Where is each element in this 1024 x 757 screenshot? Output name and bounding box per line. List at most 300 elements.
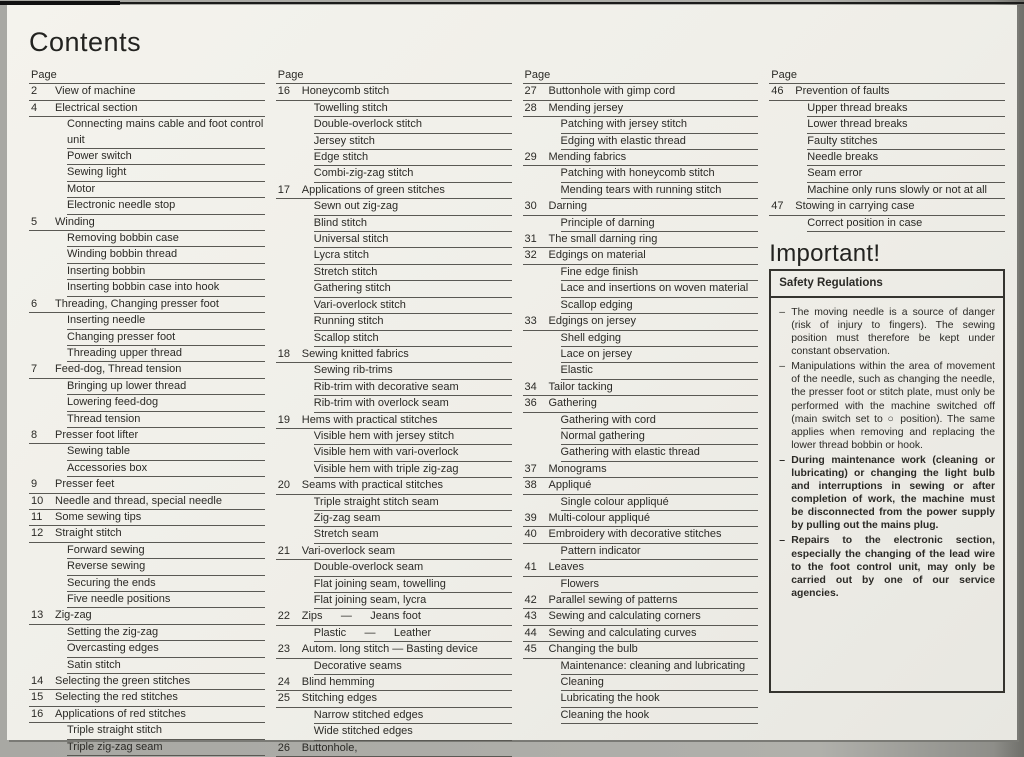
toc-entry-label: Monograms <box>548 462 607 475</box>
toc-entry-label: Buttonhole, <box>301 741 358 754</box>
toc-entry <box>276 265 512 281</box>
toc-entry-page-number: 31 <box>524 233 537 246</box>
toc-entry <box>523 281 759 297</box>
toc-entry-label: Electronic needle stop <box>67 198 265 214</box>
toc-entry-label: Stitching edges <box>301 692 377 705</box>
toc-entry <box>523 429 759 445</box>
toc-entry <box>523 708 759 724</box>
toc-entry-page-number <box>29 543 55 559</box>
toc-entry-label: Visible hem with jersey stitch <box>314 429 512 445</box>
toc-entry <box>523 101 759 117</box>
toc-entry-page-number: 12 <box>31 527 44 540</box>
toc-entry <box>276 413 512 429</box>
toc-entry-label: Narrow stitched edges <box>314 708 512 724</box>
toc-entry-label: Lace and insertions on woven material <box>561 281 759 297</box>
toc-entry-page-number <box>769 183 795 199</box>
toc-entry-page-number <box>29 247 55 263</box>
toc-entry-page-number <box>276 281 302 297</box>
toc-entry-page-number: 30 <box>524 200 537 213</box>
toc-column-1 <box>29 68 265 757</box>
toc-entry <box>523 544 759 560</box>
toc-entry <box>769 101 1005 117</box>
toc-entry-page-number <box>769 134 795 150</box>
toc-entry-label: Removing bobbin case <box>67 231 265 247</box>
toc-entry-page-number <box>29 461 55 477</box>
toc-entry <box>276 560 512 576</box>
toc-entry-page-number <box>769 117 795 133</box>
toc-entry-label: Edge stitch <box>314 150 512 166</box>
toc-entry-label: Accessories box <box>67 461 265 477</box>
toc-entry <box>276 593 512 609</box>
toc-entry-label: Gathering <box>548 397 597 410</box>
toc-entry-page-number <box>276 527 302 543</box>
toc-entry <box>29 625 265 641</box>
toc-entry-label: Triple zig-zag seam <box>67 740 265 756</box>
toc-entry <box>523 527 759 543</box>
toc-entry-page-number: 16 <box>31 707 44 720</box>
toc-entry-page-number <box>523 675 549 691</box>
toc-entry-page-number: 26 <box>277 741 290 754</box>
toc-entry-label: Scallop edging <box>561 298 759 314</box>
toc-entry <box>276 527 512 543</box>
toc-entry-label: Cleaning <box>561 675 759 691</box>
toc-entry <box>29 428 265 444</box>
toc-entry-page-number <box>523 577 549 593</box>
toc-entry-label: Presser foot lifter <box>55 428 139 441</box>
toc-entry-label: Blind stitch <box>314 216 512 232</box>
toc-column-3 <box>523 68 759 757</box>
toc-entry-label: Changing presser foot <box>67 330 265 346</box>
toc-entry-page-number: 15 <box>31 691 44 704</box>
toc-entry-label: Some sewing tips <box>55 510 142 523</box>
toc-entry-page-number <box>276 593 302 609</box>
toc-entry-label: Gathering with elastic thread <box>561 445 759 461</box>
safety-bullet-text: The moving needle is a source of danger (risk of injury to fingers). The sewing position must therefore be kept under constant observation. <box>791 306 995 358</box>
toc-entry <box>769 117 1005 133</box>
toc-entry-page-number <box>276 560 302 576</box>
toc-entry-page-number <box>29 723 55 739</box>
toc-entry-label: Mending jersey <box>548 101 624 114</box>
toc-entry-page-number <box>276 117 302 133</box>
toc-entry-label: Honeycomb stitch <box>301 85 390 98</box>
toc-entry <box>769 134 1005 150</box>
toc-entry-page-number <box>276 298 302 314</box>
toc-entry <box>276 511 512 527</box>
toc-entry-label: Five needle positions <box>67 592 265 608</box>
toc-entry-page-number <box>29 576 55 592</box>
toc-entry <box>523 626 759 642</box>
toc-entry-page-number <box>769 166 795 182</box>
toc-entry <box>523 478 759 494</box>
toc-entry-label: Correct position in case <box>807 216 1005 232</box>
toc-entry <box>523 560 759 576</box>
safety-bullet <box>779 360 995 452</box>
toc-entry <box>523 413 759 429</box>
toc-entry-label: Mending fabrics <box>548 151 627 164</box>
toc-entry <box>523 462 759 478</box>
toc-entry <box>29 247 265 263</box>
toc-entry-page-number: 33 <box>524 315 537 328</box>
toc-entry <box>276 314 512 330</box>
toc-entry-page-number <box>523 413 549 429</box>
toc-entry-label: Triple straight stitch seam <box>314 495 512 511</box>
toc-page-header-row <box>523 68 759 84</box>
toc-entry-page-number <box>769 101 795 117</box>
toc-entry <box>29 84 265 100</box>
toc-entry-label: Edging with elastic thread <box>561 134 759 150</box>
toc-entry <box>523 117 759 133</box>
toc-entry-label: Principle of darning <box>561 216 759 232</box>
toc-entry <box>523 396 759 412</box>
toc-entry <box>29 526 265 542</box>
toc-entry-page-number <box>523 544 549 560</box>
toc-entry <box>29 165 265 181</box>
toc-entry-label: Flat joining seam, lycra <box>314 593 512 609</box>
toc-entry <box>29 117 265 149</box>
toc-entry-label: Satin stitch <box>67 658 265 674</box>
toc-entry <box>276 183 512 199</box>
toc-entry <box>769 84 1005 100</box>
toc-entry-label: Parallel sewing of patterns <box>548 594 678 606</box>
toc-entry-page-number <box>276 314 302 330</box>
toc-entry-label: Seams with practical stitches <box>301 479 443 492</box>
toc-entry <box>276 150 512 166</box>
toc-entry <box>276 642 512 658</box>
toc-entry-page-number <box>276 101 302 117</box>
toc-entry <box>29 658 265 674</box>
toc-entry-page-number <box>276 724 302 740</box>
toc-entry-page-number <box>29 740 55 756</box>
toc-entry <box>276 117 512 133</box>
toc-entry <box>29 412 265 428</box>
toc-entry-label: Forward sewing <box>67 543 265 559</box>
toc-page-header-label: Page <box>771 69 797 81</box>
toc-entry-page-number <box>29 231 55 247</box>
toc-entry-label: Electrical section <box>55 101 138 114</box>
toc-entry-label: Bringing up lower thread <box>67 379 265 395</box>
toc-page-header-label: Page <box>524 69 551 81</box>
toc-entry-label: Tailor tacking <box>548 380 613 393</box>
toc-entry <box>29 198 265 214</box>
toc-entry-label: Mending tears with running stitch <box>561 183 759 199</box>
toc-entry <box>276 741 512 757</box>
toc-entry <box>29 182 265 198</box>
toc-entry-label: Blind hemming <box>301 676 375 689</box>
toc-entry-page-number <box>29 330 55 346</box>
toc-entry <box>276 675 512 691</box>
toc-entry <box>29 576 265 592</box>
toc-entry <box>29 674 265 690</box>
toc-entry-label: Universal stitch <box>314 232 512 248</box>
toc-entry-page-number <box>523 495 549 511</box>
toc-entry-page-number <box>276 495 302 511</box>
toc-entry-page-number: 39 <box>524 511 537 524</box>
toc-entry-label: Combi-zig-zag stitch <box>314 166 512 182</box>
dash-marker: – <box>779 361 786 373</box>
toc-entry-label: The small darning ring <box>548 233 658 246</box>
toc-page-header-label: Page <box>277 69 304 81</box>
toc-entry <box>769 166 1005 182</box>
toc-entry-page-number <box>29 412 55 428</box>
scan-top-edge-line <box>0 2 1024 4</box>
toc-entry <box>523 232 759 248</box>
toc-entry-label: Reverse sewing <box>67 559 265 575</box>
toc-entry <box>29 592 265 608</box>
safety-bullet-list <box>779 306 995 600</box>
toc-entry-label: Setting the zig-zag <box>67 625 265 641</box>
toc-entry-label: Sewing and calculating corners <box>548 610 701 623</box>
toc-entry-page-number: 45 <box>524 643 537 656</box>
toc-entry <box>29 149 265 165</box>
toc-entry <box>276 495 512 511</box>
toc-entry <box>523 134 759 150</box>
toc-entry <box>523 593 759 609</box>
toc-entry <box>276 232 512 248</box>
toc-entry-page-number <box>29 625 55 641</box>
toc-entry-page-number: 17 <box>277 183 290 196</box>
toc-entry-page-number <box>29 198 55 214</box>
toc-entry-page-number: 24 <box>277 676 290 689</box>
toc-entry-label: Lubricating the hook <box>561 691 759 707</box>
toc-entry-label: Appliqué <box>548 479 592 492</box>
toc-entry <box>523 691 759 707</box>
toc-entry <box>276 691 512 707</box>
toc-entry-label: Multi-colour appliqué <box>548 511 650 524</box>
toc-entry-page-number <box>523 216 549 232</box>
toc-entry-label: View of machine <box>55 85 136 98</box>
toc-entry <box>29 231 265 247</box>
toc-entry-label: Power switch <box>67 149 265 165</box>
toc-entry-label: Gathering stitch <box>314 281 512 297</box>
toc-entry-label: Rib-trim with decorative seam <box>314 380 512 396</box>
toc-entry-page-number: 19 <box>277 413 290 426</box>
toc-entry-label: Overcasting edges <box>67 641 265 657</box>
toc-entry-page-number <box>276 134 302 150</box>
toc-entry-label: Wide stitched edges <box>314 724 512 740</box>
toc-entry-label: Lace on jersey <box>561 347 759 363</box>
toc-entry <box>523 511 759 527</box>
toc-entry <box>276 134 512 150</box>
toc-entry <box>276 101 512 117</box>
toc-entry-label: Winding <box>55 215 95 228</box>
toc-entry <box>276 478 512 494</box>
toc-entry-label: Sewn out zig-zag <box>314 199 512 215</box>
toc-entry-page-number <box>276 577 302 593</box>
toc-entry-page-number <box>523 347 549 363</box>
toc-entry <box>276 544 512 560</box>
safety-box-body <box>771 298 1003 608</box>
safety-bullet <box>779 454 995 533</box>
toc-entry <box>29 395 265 411</box>
dash-marker: – <box>779 306 786 318</box>
toc-entry-label: Rib-trim with overlock seam <box>314 396 512 412</box>
toc-entry-label: Feed-dog, Thread tension <box>55 363 182 376</box>
toc-page-header-row <box>769 68 1005 84</box>
toc-entry-label: Cleaning the hook <box>561 708 759 724</box>
toc-entry-label: Lowering feed-dog <box>67 395 265 411</box>
toc-entry-page-number <box>523 659 549 675</box>
toc-entry-page-number <box>276 626 302 642</box>
toc-entry-label: Flowers <box>561 577 759 593</box>
toc-entry-page-number <box>523 166 549 182</box>
safety-bullet-text: Manipulations within the area of movement of the needle, such as changing the needle, the presser foot or stitch plate, must only be performed with the machine switched off (main switch set to ○ position). The same applies when removing and replacing the lower thread bobbin or hook. <box>791 361 995 451</box>
toc-entry <box>523 265 759 281</box>
toc-entry-page-number: 21 <box>277 544 290 557</box>
important-title: Important! <box>769 240 881 268</box>
toc-entry-label: Visible hem with triple zig-zag <box>314 462 512 478</box>
toc-entry <box>523 380 759 396</box>
toc-entry <box>29 707 265 723</box>
safety-regulations-box <box>769 269 1005 693</box>
toc-entry <box>29 543 265 559</box>
toc-entry-page-number <box>276 199 302 215</box>
toc-entry <box>276 166 512 182</box>
toc-entry-page-number: 9 <box>31 478 38 491</box>
toc-entry <box>29 740 265 756</box>
toc-entry-label: Zig-zag <box>55 609 92 622</box>
toc-entry-label: Buttonhole with gimp cord <box>548 85 676 98</box>
toc-entry <box>523 150 759 166</box>
toc-entry <box>276 429 512 445</box>
toc-entry <box>523 199 759 215</box>
toc-entry-label: Faulty stitches <box>807 134 1005 150</box>
toc-entry-page-number <box>523 691 549 707</box>
toc-entry-label: Embroidery with decorative stitches <box>548 528 722 541</box>
toc-entry-label: Darning <box>548 200 588 213</box>
toc-entry <box>29 280 265 296</box>
toc-entry <box>276 708 512 724</box>
toc-entry-list <box>523 84 759 724</box>
toc-entry-page-number <box>276 331 302 347</box>
toc-entry-page-number <box>523 117 549 133</box>
toc-entry-page-number <box>523 134 549 150</box>
toc-entry <box>276 724 512 740</box>
toc-entry-label: Selecting the red stitches <box>55 691 178 704</box>
toc-entry-page-number <box>276 708 302 724</box>
toc-entry-label: Vari-overlock seam <box>301 544 396 557</box>
toc-entry-page-number: 25 <box>277 692 290 705</box>
toc-entry-label: Sewing and calculating curves <box>548 626 697 639</box>
toc-entry-page-number: 42 <box>524 594 537 606</box>
toc-entry-page-number <box>29 641 55 657</box>
toc-entry-page-number: 18 <box>277 347 290 360</box>
safety-box-title: Safety Regulations <box>771 271 1003 297</box>
toc-entry <box>276 396 512 412</box>
toc-entry <box>523 248 759 264</box>
toc-entry <box>29 477 265 493</box>
toc-entry-page-number: 10 <box>31 494 44 507</box>
toc-entry-page-number: 4 <box>31 101 38 114</box>
toc-entry-list <box>29 84 265 756</box>
toc-entry <box>29 690 265 706</box>
toc-entry-label: Single colour appliqué <box>561 495 759 511</box>
toc-entry-label: Pattern indicator <box>561 544 759 560</box>
toc-entry-label: Applications of green stitches <box>301 183 445 196</box>
toc-entry-page-number <box>29 313 55 329</box>
toc-entry <box>276 445 512 461</box>
toc-entry-label: Patching with jersey stitch <box>561 117 759 133</box>
toc-entry-label: Prevention of faults <box>795 85 890 98</box>
toc-entry <box>523 166 759 182</box>
toc-entry-page-number: 8 <box>31 428 38 441</box>
toc-entry-label: Presser feet <box>55 478 115 491</box>
toc-entry <box>29 494 265 510</box>
toc-entry-page-number: 34 <box>524 380 537 393</box>
toc-entry-page-number: 7 <box>31 363 38 376</box>
toc-entry <box>29 297 265 313</box>
toc-entry-page-number: 46 <box>771 85 784 98</box>
toc-entry-label: Zig-zag seam <box>314 511 512 527</box>
toc-columns <box>7 68 1017 757</box>
toc-entry-label: Patching with honeycomb stitch <box>561 166 759 182</box>
toc-entry-page-number: 32 <box>524 249 537 262</box>
toc-entry-label: Securing the ends <box>67 576 265 592</box>
toc-entry-page-number <box>29 658 55 674</box>
toc-entry-page-number: 44 <box>524 626 537 639</box>
toc-entry-label: Motor <box>67 182 265 198</box>
toc-entry <box>523 298 759 314</box>
toc-entry-page-number <box>276 396 302 412</box>
toc-entry-label: Needle breaks <box>807 150 1005 166</box>
toc-entry-page-number <box>276 380 302 396</box>
toc-entry-page-number <box>523 331 549 347</box>
toc-entry-label: Maintenance: cleaning and lubricating <box>561 659 759 675</box>
toc-entry-page-number <box>276 248 302 264</box>
toc-entry-page-number: 20 <box>277 479 290 492</box>
toc-entry-label: Double-overlock seam <box>314 560 512 576</box>
dash-marker: – <box>779 454 786 466</box>
toc-entry <box>523 577 759 593</box>
toc-entry <box>276 380 512 396</box>
toc-entry-page-number <box>29 379 55 395</box>
toc-entry-label: Flat joining seam, towelling <box>314 577 512 593</box>
toc-entry-label: Threading upper thread <box>67 346 265 362</box>
toc-entry-page-number <box>769 150 795 166</box>
toc-entry <box>523 675 759 691</box>
toc-entry-label: Winding bobbin thread <box>67 247 265 263</box>
toc-page-header-row <box>29 68 265 84</box>
toc-entry <box>523 363 759 379</box>
toc-entry <box>523 347 759 363</box>
toc-entry-label: Edgings on jersey <box>548 315 636 328</box>
toc-column-2 <box>276 68 512 757</box>
toc-entry-label: Normal gathering <box>561 429 759 445</box>
toc-entry-label: Inserting bobbin <box>67 264 265 280</box>
toc-entry-page-number <box>29 280 55 296</box>
toc-entry-page-number <box>276 150 302 166</box>
toc-entry <box>523 331 759 347</box>
toc-entry-page-number <box>276 363 302 379</box>
toc-entry-label: Scallop stitch <box>314 331 512 347</box>
toc-entry-page-number <box>523 363 549 379</box>
safety-bullet <box>779 306 995 358</box>
toc-entry <box>523 659 759 675</box>
scan-top-left-mark <box>0 1 120 5</box>
toc-entry-label: Sewing table <box>67 444 265 460</box>
toc-entry-page-number: 16 <box>277 85 290 98</box>
toc-entry-list <box>769 84 1005 232</box>
toc-entry-label: Needle and thread, special needle <box>55 494 222 507</box>
toc-entry <box>29 444 265 460</box>
toc-entry-page-number <box>523 281 549 297</box>
toc-entry <box>29 362 265 378</box>
toc-entry-label: Sewing light <box>67 165 265 181</box>
toc-entry-page-number <box>29 165 55 181</box>
toc-entry <box>276 84 512 100</box>
toc-entry-page-number <box>276 216 302 232</box>
toc-entry-page-number: 22 <box>277 610 290 623</box>
toc-entry-label: Plastic — Leather <box>314 626 512 642</box>
